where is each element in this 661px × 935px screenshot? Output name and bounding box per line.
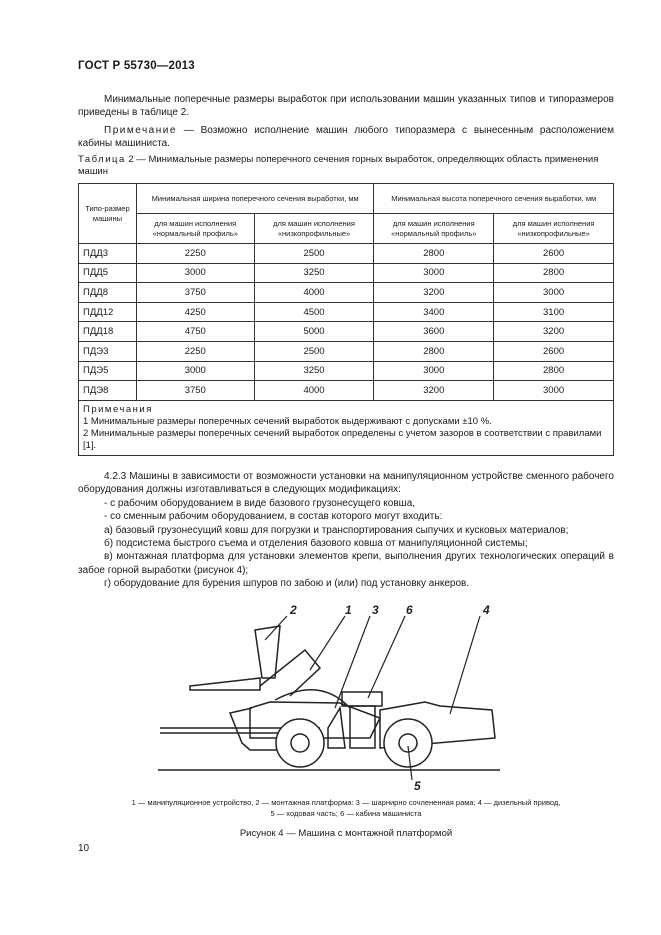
col-header-type: Типо-размер машины: [79, 184, 137, 244]
table-row: [79, 341, 614, 361]
table-cell-value: 3250: [254, 263, 374, 283]
dimensions-table: [78, 183, 614, 456]
mounting-platform: [255, 626, 280, 678]
figure-legend-line-1: 1 — манипуляционное устройство, 2 — монтажная платформа: 3 — шарнирно сочлененная рама; 4 — дизельный привод,: [131, 798, 561, 807]
table-cell-value: 4000: [254, 381, 374, 401]
note-paragraph: [78, 124, 614, 150]
table-cell-value: 3250: [254, 361, 374, 381]
figure-label-3: 3: [372, 603, 379, 617]
table-cell-value: 4750: [136, 322, 254, 342]
table-row: [79, 283, 614, 303]
table-cell-value: 4250: [136, 302, 254, 322]
leader-line-4: [450, 616, 480, 714]
table-cell-type: ПДД5: [79, 263, 137, 283]
col-header-height-group: Минимальная высота поперечного сечения выработки, мм: [374, 184, 614, 214]
figure-label-6: 6: [406, 603, 413, 617]
page-number: 10: [78, 843, 90, 854]
section-paragraph-2: - с рабочим оборудованием в виде базового грузонесущего ковша,: [104, 497, 416, 509]
machine-figure: [150, 598, 510, 793]
table-row: [79, 302, 614, 322]
figure-caption: Рисунок 4 — Машина с монтажной платформой: [239, 828, 453, 839]
table-cell-value: 3000: [494, 283, 614, 303]
articulated-joint: [328, 708, 345, 748]
table-row: [79, 244, 614, 264]
table-cell-value: 3000: [136, 263, 254, 283]
table-cell-value: 5000: [254, 322, 374, 342]
table-cell-value: 2250: [136, 341, 254, 361]
table-cell-value: 3200: [494, 322, 614, 342]
table-cell-value: 3000: [374, 361, 494, 381]
table-cell-type: ПДД12: [79, 302, 137, 322]
table-cell-value: 4500: [254, 302, 374, 322]
table-cell-type: ПДД8: [79, 283, 137, 303]
figure-label-4: 4: [483, 603, 490, 617]
table-cell-type: ПДЭ3: [79, 341, 137, 361]
table-cell-value: 3200: [374, 381, 494, 401]
document-header: ГОСТ Р 55730—2013: [78, 60, 195, 72]
table-cell-value: 3000: [494, 381, 614, 401]
col-header-height-low: для машин исполнения «низкопрофильные»: [494, 214, 614, 244]
table-cell-value: 4000: [254, 283, 374, 303]
section-paragraph-4: а) базовый грузонесущий ковш для погрузки и транспортирования сыпучих и кусковых материалов;: [104, 524, 569, 536]
table-cell-value: 2800: [494, 263, 614, 283]
table-cell-value: 3600: [374, 322, 494, 342]
leader-line-1: [310, 616, 345, 670]
col-header-width-normal: для машин исполнения «нормальный профиль»: [136, 214, 254, 244]
table-caption: [78, 154, 614, 178]
table-cell-value: 2800: [494, 361, 614, 381]
table-cell-value: 3750: [136, 283, 254, 303]
note-label: Примечание: [104, 125, 177, 136]
col-header-height-normal: для машин исполнения «нормальный профиль»: [374, 214, 494, 244]
table-cell-value: 3200: [374, 283, 494, 303]
table-row: [79, 361, 614, 381]
cabin-roof: [342, 692, 382, 706]
table-cell-value: 2800: [374, 341, 494, 361]
table-caption-text: 2 — Минимальные размеры поперечного сечения горных выработок, определяющих область применения машин: [78, 154, 599, 177]
table-note-2: 2 Минимальные размеры поперечных сечений выработок определены с учетом зазоров в соответствии с правилами [1].: [83, 427, 602, 451]
table-cell-value: 2250: [136, 244, 254, 264]
figure-label-1: 1: [345, 603, 352, 617]
table-cell-value: 2600: [494, 341, 614, 361]
table-row: [79, 381, 614, 401]
section-4-2-3: [78, 470, 614, 591]
table-cell-type: ПДЭ8: [79, 381, 137, 401]
front-wheel-hub: [291, 734, 309, 752]
cabin-body: [350, 706, 375, 748]
table-cell-value: 2600: [494, 244, 614, 264]
leader-line-6: [368, 616, 405, 698]
table-cell-value: 3750: [136, 381, 254, 401]
section-paragraph-3: - со сменным рабочим оборудованием, в состав которого могут входить:: [104, 511, 443, 523]
table-cell-type: ПДД18: [79, 322, 137, 342]
figure-label-2: 2: [290, 603, 297, 617]
table-cell-type: ПДЭ5: [79, 361, 137, 381]
col-header-width-group: Минимальная ширина поперечного сечения выработки, мм: [136, 184, 374, 214]
table-row: [79, 263, 614, 283]
note-text: — Возможно исполнение машин любого типоразмера с вынесенным расположением кабины машиниста.: [78, 125, 614, 149]
table-cell-type: ПДД3: [79, 244, 137, 264]
table-cell-value: 3000: [374, 263, 494, 283]
figure-label-5: 5: [414, 779, 421, 793]
table-note-1: 1 Минимальные размеры поперечных сечений выработок выдерживают с допусками ±10 %.: [83, 415, 492, 427]
col-header-width-low: для машин исполнения «низкопрофильные»: [254, 214, 374, 244]
table-label: Таблица: [78, 154, 126, 165]
notes-label: Примечания: [83, 403, 153, 415]
table-cell-value: 2800: [374, 244, 494, 264]
table-cell-value: 2500: [254, 244, 374, 264]
section-paragraph-6: в) монтажная платформа для установки элементов крепи, выполнения других технологических операций в забое горной выработки (рисунок 4);: [78, 551, 614, 576]
platform-boom: [190, 678, 260, 690]
section-paragraph-5: б) подсистема быстрого съема и отделения базового ковша от манипуляционной системы;: [104, 538, 528, 550]
section-paragraph-7: г) оборудование для бурения шпуров по забою и (или) под установку анкеров.: [104, 578, 470, 590]
table-cell-value: 2500: [254, 341, 374, 361]
leader-line-3: [335, 616, 370, 708]
section-paragraph-1: 4.2.3 Машины в зависимости от возможности установки на манипуляционном устройстве сменного рабочего оборудования должны изготавливаться в следующих модификациях:: [78, 471, 614, 496]
table-cell-value: 3400: [374, 302, 494, 322]
figure-legend: [78, 797, 614, 819]
table-notes: [79, 400, 614, 455]
intro-paragraph: Минимальные поперечные размеры выработок при использовании машин указанных типов и типоразмеров приведены в таблице 2.: [78, 94, 614, 118]
table-cell-value: 3100: [494, 302, 614, 322]
table-cell-value: 3000: [136, 361, 254, 381]
table-row: [79, 322, 614, 342]
figure-legend-line-2: 5 — ходовая часть; 6 — кабина машиниста: [270, 809, 422, 818]
